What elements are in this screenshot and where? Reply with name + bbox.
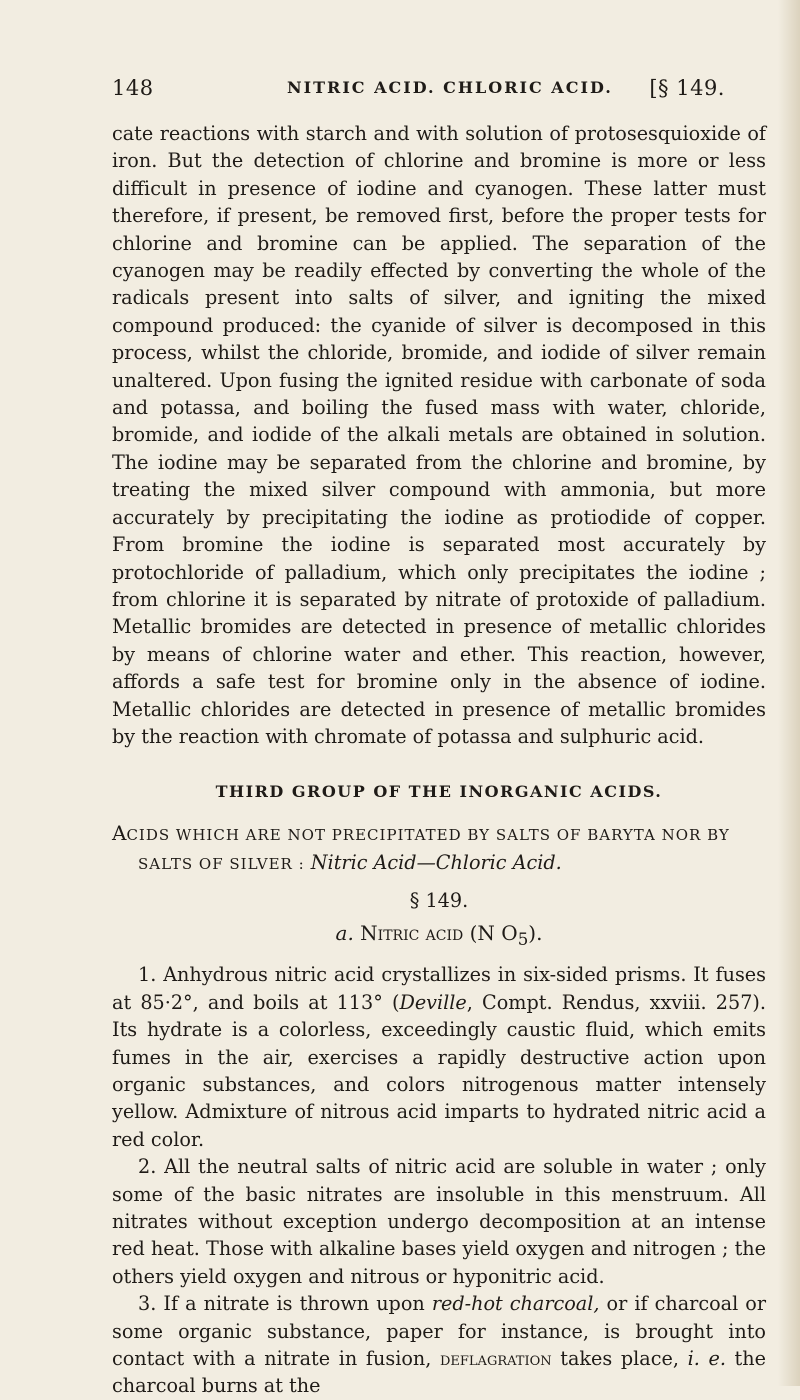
paragraph-2: 2. All the neutral salts of nitric acid are soluble in water ; only some of the basic nitrates are insoluble in this menstruum. All nitrates without exception undergo decomposition at an intense red heat. Those with alkaline bases yield oxygen and nitrogen ; the others yield oxygen and nitrous or hyponitric acid.: [112, 1155, 766, 1288]
body-text: [112, 120, 766, 1400]
acids-heading-cap: A: [112, 820, 127, 845]
running-title: NITRIC ACID. CHLORIC ACID.: [287, 78, 613, 97]
p3-text-c: takes place,: [551, 1347, 688, 1371]
formula-pre: (N O: [469, 920, 518, 945]
subsection-heading: [112, 920, 766, 953]
p3-italic: red-hot charcoal,: [431, 1292, 600, 1316]
acids-heading-line1: CIDS WHICH ARE NOT PRECIPITATED BY SALTS OF BARYTA NOR BY: [126, 825, 730, 844]
running-section: [§ 149.: [649, 76, 725, 100]
p1-italic: Deville: [399, 990, 467, 1014]
formula-post: ).: [528, 920, 543, 945]
p3-ie: i. e.: [687, 1347, 726, 1371]
paragraph-continued: cate reactions with starch and with solution of protosesquioxide of iron. But the detection of chlorine and bromine is more or less difficult in presence of iodine and cyanogen. These latter must therefore, if present, be removed first, before the proper tests for chlorine and bromine can be applied. The separation of the cyanogen may be readily effected by converting the whole of the radicals present into salts of silver, and igniting the mixed compound produced: the cyanide of silver is decomposed in this process, whilst the chloride, bromide, and iodide of silver remain unaltered. Upon fusing the ignited residue with carbonate of soda and potassa, and boiling the fused mass with water, chloride, bromide, and iodide of the alkali metals are obtained in solution. The iodine may be separated from the chlorine and bromine, by treating the mixed silver compound with ammonia, but more accurately by precipitating the iodine as protiodide of copper. From bromine the iodine is separated most accurately by protochloride of palladium, which only precipitates the iodine ; from chlorine it is separated by nitrate of protoxide of palladium. Metallic bromides are detected in presence of metallic chlorides by means of chlorine water and ether. This reaction, however, affords a safe test for bromine only in the absence of iodine. Metallic chlorides are detected in presence of metallic bromides by the reaction with chromate of potassa and sulphuric acid.: [112, 122, 766, 748]
acids-heading-italic: Nitric Acid—Chloric Acid.: [310, 851, 562, 875]
subhead-letter: a.: [335, 920, 354, 945]
acids-heading: [112, 820, 766, 849]
running-header: [112, 76, 725, 106]
acids-heading-line2: [112, 849, 766, 878]
subhead-formula: [469, 920, 543, 949]
p3-text-b: or if charcoal or some organic substance, paper for instance, is brought into contact with a nitrate in fusion,: [112, 1292, 766, 1371]
acids-heading-rest2: SALTS OF SILVER :: [138, 855, 305, 874]
page-edge-shadow: [778, 0, 800, 1386]
page-number: 148: [112, 76, 154, 100]
p1-text-a: 1. Anhydrous nitric acid crystallizes in six-sided prisms. It fuses at 85·2°, and boils at 113° (: [112, 963, 766, 1014]
section-number: § 149.: [409, 888, 469, 912]
group-heading: THIRD GROUP OF THE INORGANIC ACIDS.: [215, 782, 663, 802]
p1-text-b: , Compt. Rendus, xxviii. 257). Its hydrate is a colorless, exceedingly caustic fluid, which emits fumes in the air, exercises a rapidly destructive action upon organic substances, and colors nitrogenous matter intensely yellow. Admixture of nitrous acid imparts to hydrated nitric acid a red color.: [112, 990, 766, 1151]
paragraph-3: [112, 1290, 766, 1400]
subhead-name: Nitric acid: [360, 920, 464, 945]
p3-text-d: the charcoal burns at the: [112, 1347, 766, 1398]
p3-smallcaps: deflagration: [439, 1347, 552, 1371]
formula-sub: 5: [517, 929, 529, 949]
p3-text-a: 3. If a nitrate is thrown upon: [138, 1292, 432, 1316]
paragraph-1: [112, 961, 766, 1153]
